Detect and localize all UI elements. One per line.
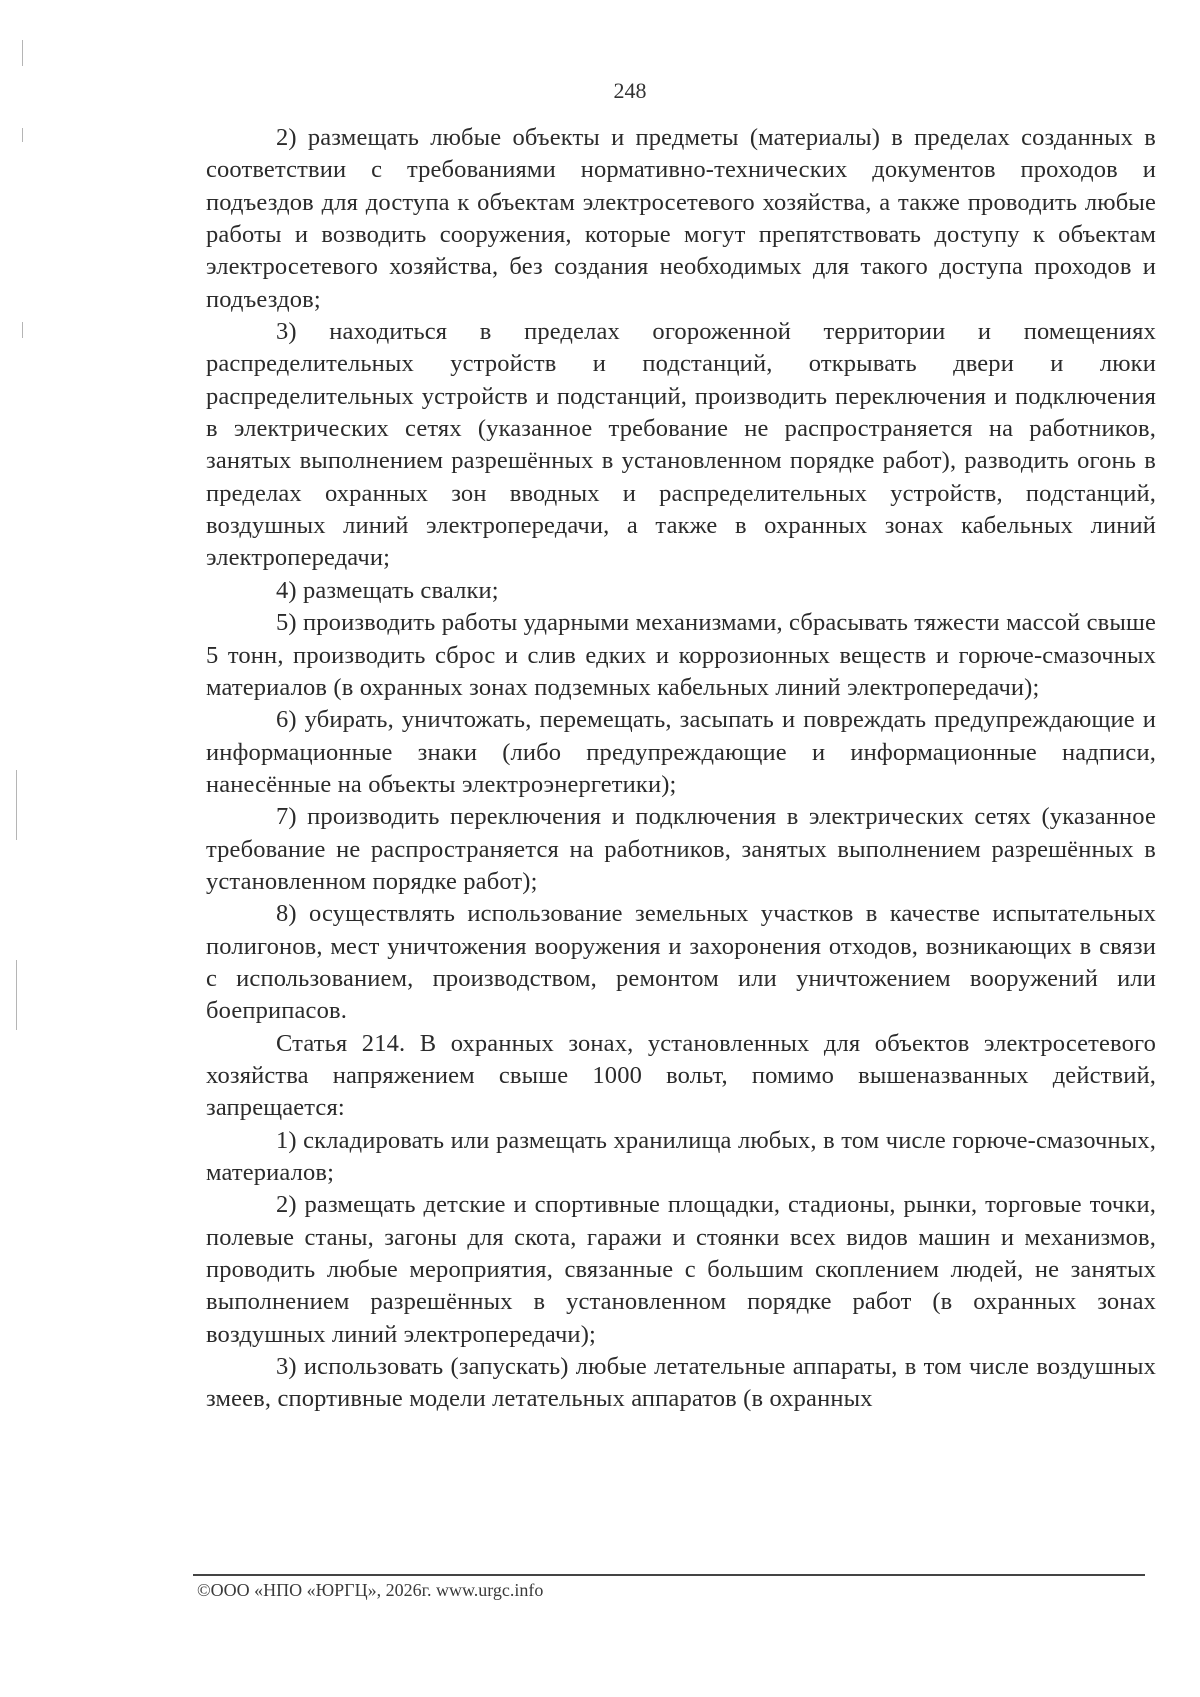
footer-divider: [193, 1574, 1145, 1576]
body-text: [206, 122, 1156, 1416]
paragraph: 1) складировать или размещать хранилища любых, в том числе горюче-смазочных, материалов;: [206, 1126, 1156, 1186]
paragraph: 5) производить работы ударными механизмами, сбрасывать тяжести массой свыше 5 тонн, производить сброс и слив едких и коррозионных веществ и горюче-смазочных материалов (в охранных зонах подземных кабельных линий электропередачи);: [206, 609, 1156, 701]
page-number: 248: [613, 78, 647, 103]
paragraph: 3) находиться в пределах огороженной территории и помещениях распределительных устройств и подстанций, открывать двери и люки распределительных устройств и подстанций, производить переключения и подключения в электрических сетях (указанное требование не распространяется на работников, занятых выполнением разрешённых в установленном порядке работ), разводить огонь в пределах охранных зон вводных и распределительных устройств, подстанций, воздушных линий электропередачи, а также в охранных зонах кабельных линий электропередачи;: [206, 318, 1156, 572]
scan-artifact: [22, 40, 23, 66]
paragraph: 8) осуществлять использование земельных участков в качестве испытательных полигонов, мест уничтожения вооружения и захоронения отходов, возникающих в связи с использованием, производством, ремонтом или уничтожением вооружений или боеприпасов.: [206, 900, 1156, 1025]
paragraph: 7) производить переключения и подключения в электрических сетях (указанное требование не распространяется на работников, занятых выполнением разрешённых в установленном порядке работ);: [206, 803, 1156, 895]
paragraph: 6) убирать, уничтожать, перемещать, засыпать и повреждать предупреждающие и информационные знаки (либо предупреждающие и информационные надписи, нанесённые на объекты электроэнергетики);: [206, 706, 1156, 798]
footer-copyright: ©ООО «НПО «ЮРГЦ», 2026г. www.urgc.info: [197, 1580, 544, 1600]
scan-artifact: [22, 322, 23, 338]
paragraph: 2) размещать детские и спортивные площадки, стадионы, рынки, торговые точки, полевые станы, загоны для скота, гаражи и стоянки всех видов машин и механизмов, проводить любые мероприятия, связанные с большим скоплением людей, не занятых выполнением разрешённых в установленном порядке работ (в охранных зонах воздушных линий электропередачи);: [206, 1191, 1156, 1348]
article-paragraph: Статья 214. В охранных зонах, установленных для объектов электросетевого хозяйства напряжением свыше 1000 вольт, помимо вышеназванных действий, запрещается:: [206, 1029, 1156, 1122]
paragraph: 3) использовать (запускать) любые летательные аппараты, в том числе воздушных змеев, спортивные модели летательных аппаратов (в охранных: [206, 1353, 1156, 1413]
scan-artifact: [22, 128, 23, 142]
scan-artifact: [16, 770, 17, 840]
paragraph: 4) размещать свалки;: [276, 576, 499, 604]
scan-artifact: [16, 960, 17, 1030]
paragraph: 2) размещать любые объекты и предметы (материалы) в пределах созданных в соответствии с требованиями нормативно-технических документов проходов и подъездов для доступа к объектам электросетевого хозяйства, а также проводить любые работы и возводить сооружения, которые могут препятствовать доступу к объектам электросетевого хозяйства, без создания необходимых для такого доступа проходов и подъездов;: [206, 124, 1156, 313]
